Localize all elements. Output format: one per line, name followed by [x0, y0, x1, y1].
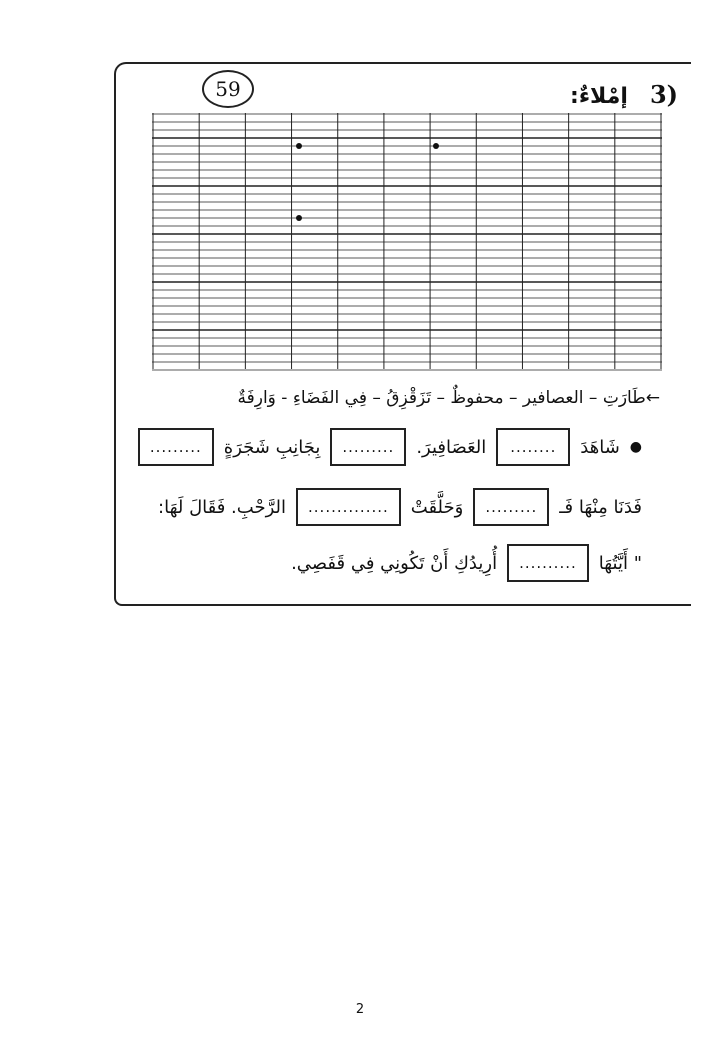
exercise-line-3 — [291, 544, 642, 582]
answer-box[interactable]: ........ — [496, 428, 570, 466]
answer-box[interactable]: .............. — [296, 488, 401, 526]
line1-text-3: بِجَانِبِ شَجَرَةٍ — [223, 436, 321, 458]
grid-dots — [296, 143, 439, 221]
answer-box[interactable]: ......... — [138, 428, 214, 466]
section-number: (3 — [649, 80, 678, 109]
line1-text-2: العَصَافِيرَ. — [416, 436, 487, 458]
grid-horizontal-lines — [152, 114, 662, 370]
answer-box[interactable]: ......... — [473, 488, 549, 526]
line3-text-2: أُرِيدُكِ أَنْ تَكُونِي فِي قَفَصِي. — [291, 552, 498, 574]
answer-box[interactable]: .......... — [507, 544, 589, 582]
bullet-icon: ● — [629, 439, 642, 455]
exercise-line-1 — [138, 428, 642, 466]
grid-dot — [296, 215, 302, 221]
line1-text-1: شَاهَدَ — [580, 436, 620, 458]
exercise-line-2 — [158, 488, 642, 526]
line2-text-2: وَحَلَّقَتْ — [410, 496, 464, 518]
line3-text-1: " أَيَّتُهَا — [598, 552, 642, 574]
answer-box[interactable]: ......... — [330, 428, 406, 466]
grid-dot — [433, 143, 439, 149]
grid-dot — [296, 143, 302, 149]
handwriting-grid — [152, 113, 664, 371]
word-bank: ←طَارَتِ – العصافير – محفوظٌ – تَزَقْزِقُ – فِي الفَضَاءِ - وَارِفَةٌ — [237, 388, 660, 408]
section-heading — [570, 80, 678, 109]
page-tag-circle: 59 — [202, 70, 254, 108]
page-number: 2 — [355, 1002, 365, 1017]
section-title: إمْلاءٌ: — [570, 84, 628, 109]
line2-text-3: الرَّحْبِ. فَقَالَ لَهَا: — [158, 496, 287, 518]
line2-text-1: فَدَنَا مِنْهَا فَـ — [559, 496, 642, 518]
